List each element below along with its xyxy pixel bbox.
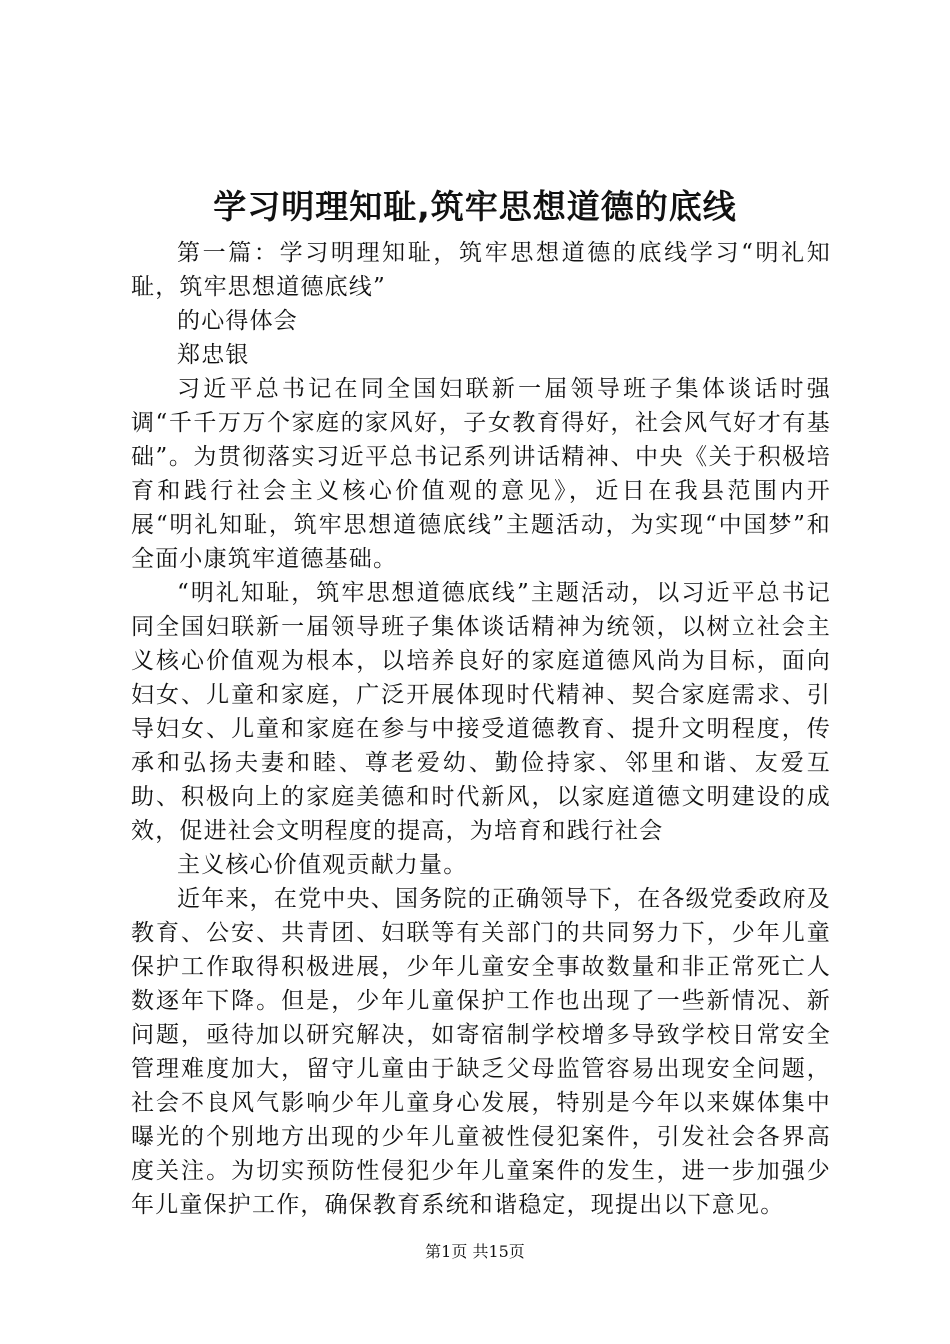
paragraph: 近年来，在党中央、国务院的正确领导下，在各级党委政府及教育、公安、共青团、妇联等有关部门的共同努力下，少年儿童保护工作取得积极进展，少年儿童安全事故数量和非正常死亡人数逐年下降。但是，少年儿童保护工作也出现了一些新情况、新问题，亟待加以研究解决，如寄宿制学校增多导致学校日常安全管理难度加大，留守儿童由于缺乏父母监管容易出现安全问题，社会不良风气影响少年儿童身心发展，特别是今年以来媒体集中曝光的个别地方出现的少年儿童被性侵犯案件，引发社会各界高度关注。为切实预防性侵犯少年儿童案件的发生，进一步加强少年儿童保护工作，确保教育系统和谐稳定，现提出以下意见。 [131,886,831,1218]
paragraph: 主义核心价值观贡献力量。 [177,852,468,878]
paragraph: 习近平总书记在同全国妇联新一届领导班子集体谈话时强调“千千万万个家庭的家风好，子女教育得好，社会风气好才有基础”。为贯彻落实习近平总书记系列讲话精神、中央《关于积极培育和践行社会主义核心价值观的意见》，近日在我县范围内开展“明礼知耻，筑牢思想道德底线”主题活动，为实现“中国梦”和全面小康筑牢道德基础。 [131,376,831,572]
paragraph: “明礼知耻，筑牢思想道德底线”主题活动，以习近平总书记同全国妇联新一届领导班子集体谈话精神为统领，以树立社会主义核心价值观为根本，以培养良好的家庭道德风尚为目标，面向妇女、儿童和家庭，广泛开展体现时代精神、契合家庭需求、引导妇女、儿童和家庭在参与中接受道德教育、提升文明程度，传承和弘扬夫妻和睦、尊老爱幼、勤俭持家、邻里和谐、友爱互助、积极向上的家庭美德和时代新风，以家庭道德文明建设的成效，促进社会文明程度的提高，为培育和践行社会 [131,580,831,844]
document-title: 学习明理知耻,筑牢思想道德的底线 [213,187,737,226]
document-body [131,236,831,1222]
paragraph-heading-continued: 的心得体会 [177,308,298,334]
page-footer: 第1页 共15页 [425,1242,525,1261]
author-name: 郑忠银 [177,342,250,368]
paragraph-heading-line: 第一篇：学习明理知耻，筑牢思想道德的底线学习“明礼知耻，筑牢思想道德底线” [131,240,831,300]
